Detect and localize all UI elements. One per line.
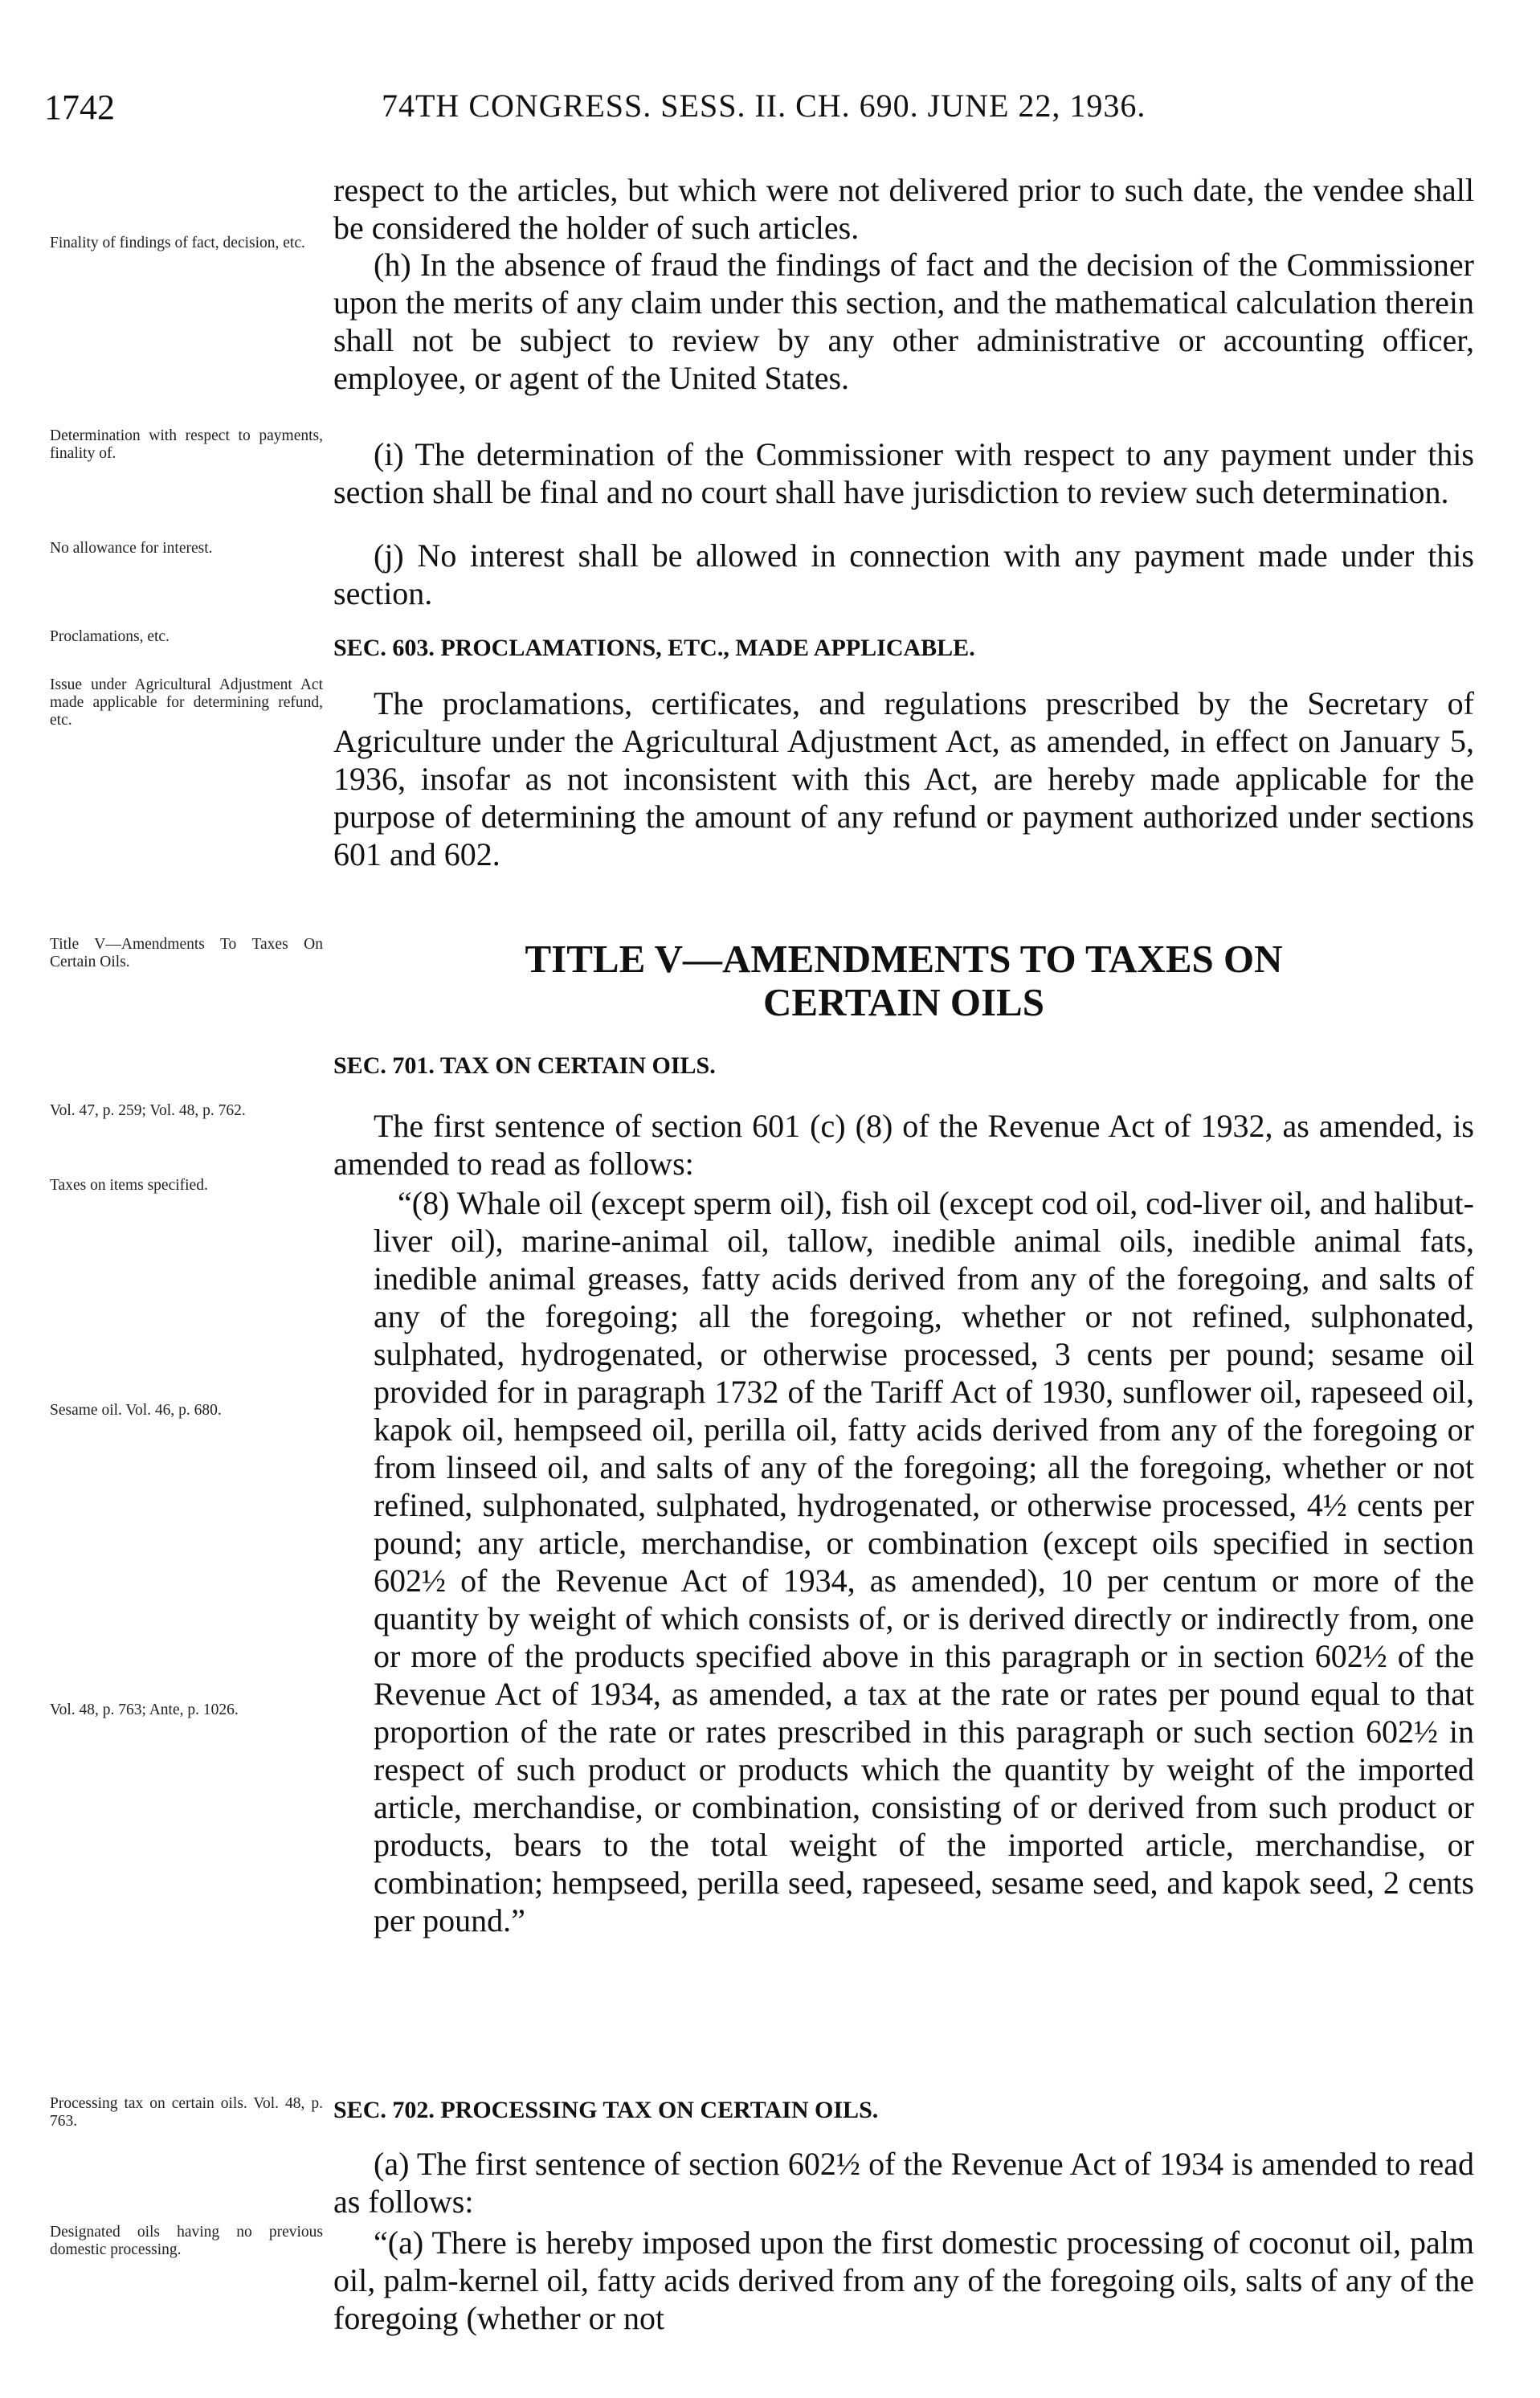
paragraph-702a: (a) The first sentence of section 602½ of the Revenue Act of 1934 is amended to read as follows: [333, 2146, 1474, 2220]
margin-note-designated: Designated oils having no previous domestic processing. [50, 2224, 323, 2258]
page-header [44, 87, 1466, 135]
margin-note-issue: Issue under Agricultural Adjustment Act made applicable for determining refund, etc. [50, 676, 323, 729]
paragraph-j: (j) No interest shall be allowed in connection with any payment made under this section. [333, 537, 1474, 611]
paragraph-603: The proclamations, certificates, and regulations prescribed by the Secretary of Agriculture under the Agricultural Adjustment Act, as amended, in effect on January 5, 1936, insofar as not inconsistent with this Act, are hereby made applicable for the purpose of determining the amount of any refund or payment authorized under sections 601 and 602. [333, 685, 1474, 872]
section-701-heading: SEC. 701. TAX ON CERTAIN OILS. [333, 1052, 716, 1079]
margin-note-finality: Finality of findings of fact, decision, etc. [50, 235, 305, 251]
paragraph-i: (i) The determination of the Commissioner with respect to any payment under this section shall be final and no court shall have jurisdiction to review such determination. [333, 436, 1474, 510]
paragraph-continuation: respect to the articles, but which were not delivered prior to such date, the vendee shall be considered the holder of such articles. [333, 172, 1474, 246]
margin-note-taxes-items: Taxes on items specified. [50, 1177, 208, 1194]
paragraph-701-quote: “(8) Whale oil (except sperm oil), fish oil (except cod oil, cod-liver oil, and halibut-liver oil), marine-animal oil, tallow, inedible animal oils, inedible animal fats, inedible animal greases, fatty acids derived from any of the foregoing, and salts of any of the foregoing; all the foregoing, whether or not refined, sulphonated, sulphated, hydrogenated, or otherwise processed, 3 cents per pound; sesame oil provided for in paragraph 1732 of the Tariff Act of 1930, sunflower oil, rapeseed oil, kapok oil, hempseed oil, perilla oil, fatty acids derived from any of the foregoing or from linseed oil, and salts of any of the foregoing; all the foregoing, whether or not refined, sulphonated, sulphated, hydrogenated, or otherwise processed, 4½ cents per pound; any article, merchandise, or combination (except oils specified in section 602½ of the Revenue Act of 1934, as amended), 10 per centum or more of the quantity by weight of which consists of, or is derived directly or indirectly from, one or more of the products specified above in this paragraph or in section 602½ of the Revenue Act of 1934, as amended, a tax at the rate or rates per pound equal to that proportion of the rate or rates prescribed in this paragraph or such section 602½ in respect of such product or products which the quantity by weight of the imported article, merchandise, or combination, consisting of or derived from such product or products, bears to the total weight of the imported article, merchandise, or combination; hempseed, perilla seed, rapeseed, sesame seed, and kapok seed, 2 cents per pound.” [374, 1185, 1474, 1938]
margin-note-proclamations: Proclamations, etc. [50, 628, 170, 645]
section-702-heading: SEC. 702. PROCESSING TAX ON CERTAIN OILS. [333, 2097, 879, 2123]
margin-note-sesame: Sesame oil. Vol. 46, p. 680. [50, 1402, 222, 1419]
running-head: 74TH CONGRESS. SESS. II. CH. 690. JUNE 22, 1936. [382, 88, 1146, 124]
section-603-heading: SEC. 603. PROCLAMATIONS, ETC., MADE APPLICABLE. [333, 635, 975, 661]
paragraph-702a-quote: “(a) There is hereby imposed upon the first domestic processing of coconut oil, palm oil, palm-kernel oil, fatty acids derived from any of the foregoing oils, salts of any of the foregoing (whether or not [333, 2224, 1474, 2336]
margin-note-determination: Determination with respect to payments, finality of. [50, 427, 323, 462]
margin-note-title-v: Title V—Amendments To Taxes On Certain Oils. [50, 936, 323, 970]
page-number: 1742 [44, 88, 115, 127]
title-v-heading [333, 938, 1474, 1024]
paragraph-h: (h) In the absence of fraud the findings of fact and the decision of the Commissioner upon the merits of any claim under this section, and the mathematical calculation therein shall not be subject to review by any other administrative or accounting officer, employee, or agent of the United States. [333, 247, 1474, 396]
margin-note-vol-48: Vol. 48, p. 763; Ante, p. 1026. [50, 1701, 239, 1718]
title-v-line-2: CERTAIN OILS [763, 980, 1044, 1024]
margin-note-processing-tax: Processing tax on certain oils. Vol. 48, p. 763. [50, 2095, 323, 2130]
margin-note-vol-47: Vol. 47, p. 259; Vol. 48, p. 762. [50, 1102, 246, 1119]
margin-note-no-interest: No allowance for interest. [50, 540, 213, 557]
title-v-line-1: TITLE V—AMENDMENTS TO TAXES ON [525, 937, 1283, 981]
paragraph-701: The first sentence of section 601 (c) (8) of the Revenue Act of 1932, as amended, is amended to read as follows: [333, 1108, 1474, 1182]
